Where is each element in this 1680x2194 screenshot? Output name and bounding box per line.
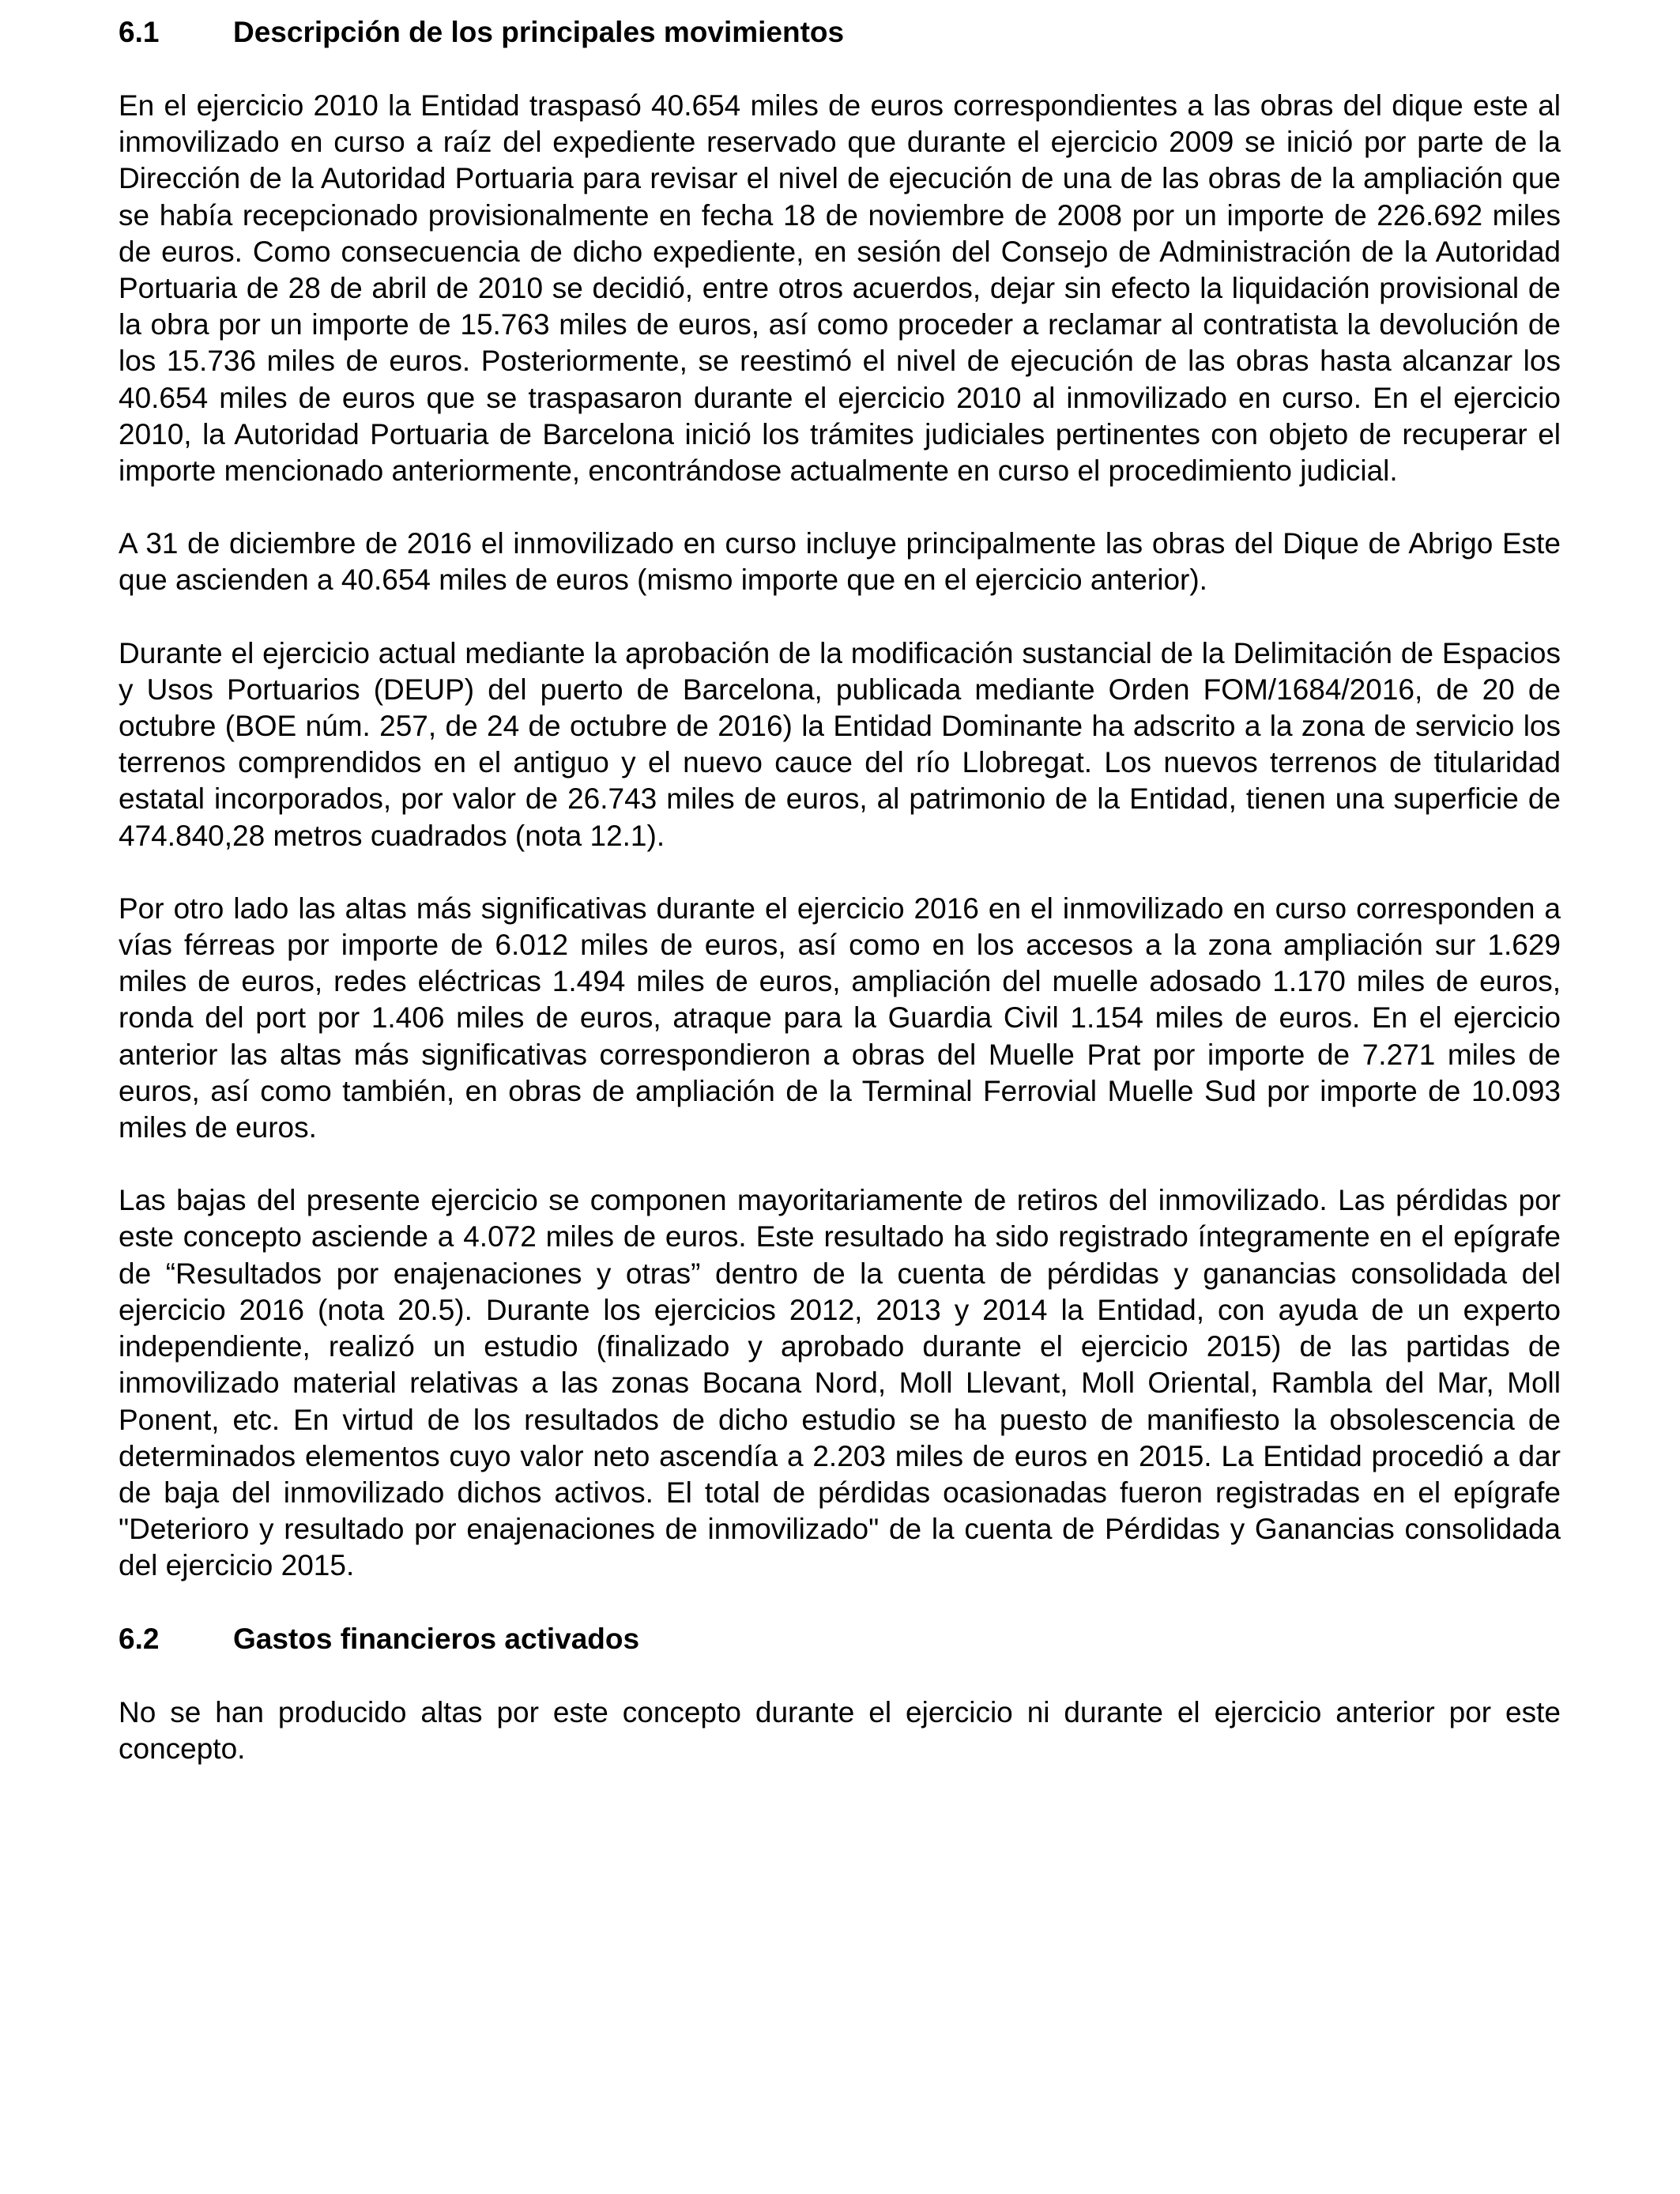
document-page [119,14,1561,1767]
paragraph-gastos-financieros: No se han producido altas por este concepto durante el ejercicio ni durante el ejercicio anterior por este concepto. [119,1695,1561,1765]
paragraph-deup: Durante el ejercicio actual mediante la aprobación de la modificación sustancial de la Delimitación de Espacios y Usos Portuarios (DEUP) del puerto de Barcelona, publicada mediante Orden FOM/1684/2016, de 20 de octubre (BOE núm. 257, de 24 de octubre de 2016) la Entidad Dominante ha adscrito a la zona de servicio los terrenos comprendidos en el antiguo y el nuevo cauce del río Llobregat. Los nuevos terrenos de titularidad estatal incorporados, por valor de 26.743 miles de euros, al patrimonio de la Entidad, tienen una superficie de 474.840,28 metros cuadrados (nota 12.1). [119,636,1561,852]
section-heading-6-1 [119,14,1561,51]
paragraph-bajas: Las bajas del presente ejercicio se componen mayoritariamente de retiros del inmovilizado. Las pérdidas por este concepto asciende a 4.072 miles de euros. Este resultado ha sido registrado íntegramente en el epígrafe de “Resultados por enajenaciones y otras” dentro de la cuenta de pérdidas y ganancias consolidada del ejercicio 2016 (nota 20.5). Durante los ejercicios 2012, 2013 y 2014 la Entidad, con ayuda de un experto independiente, realizó un estudio (finalizado y aprobado durante el ejercicio 2015) de las partidas de inmovilizado material relativas a las zonas Bocana Nord, Moll Llevant, Moll Oriental, Rambla del Mar, Moll Ponent, etc. En virtud de los resultados de dicho estudio se ha puesto de manifiesto la obsolescencia de determinados elementos cuyo valor neto ascendía a 2.203 miles de euros en 2015. La Entidad procedió a dar de baja del inmovilizado dichos activos. El total de pérdidas ocasionadas fueron registradas en el epígrafe "Deterioro y resultado por enajenaciones de inmovilizado" de la cuenta de Pérdidas y Ganancias consolidada del ejercicio 2015. [119,1184,1561,1582]
section-heading-6-2 [119,1621,1561,1657]
paragraph-altas: Por otro lado las altas más significativas durante el ejercicio 2016 en el inmovilizado en curso corresponden a vías férreas por importe de 6.012 miles de euros, así como en los accesos a la zona ampliación sur 1.629 miles de euros, redes eléctricas 1.494 miles de euros, ampliación del muelle adosado 1.170 miles de euros, ronda del port por 1.406 miles de euros, atraque para la Guardia Civil 1.154 miles de euros. En el ejercicio anterior las altas más significativas correspondieron a obras del Muelle Prat por importe de 7.271 miles de euros, así como también, en obras de ampliación de la Terminal Ferrovial Muelle Sud por importe de 10.093 miles de euros. [119,892,1561,1144]
section-title: Gastos financieros activados [233,1622,640,1655]
section-number: 6.1 [119,16,160,48]
paragraph-traspaso-dique: En el ejercicio 2010 la Entidad traspasó 40.654 miles de euros correspondientes a las obras del dique este al inmovilizado en curso a raíz del expediente reservado que durante el ejercicio 2009 se inició por parte de la Dirección de la Autoridad Portuaria para revisar el nivel de ejecución de una de las obras de la ampliación que se había recepcionado provisionalmente en fecha 18 de noviembre de 2008 por un importe de 226.692 miles de euros. Como consecuencia de dicho expediente, en sesión del Consejo de Administración de la Autoridad Portuaria de 28 de abril de 2010 se decidió, entre otros acuerdos, dejar sin efecto la liquidación provisional de la obra por un importe de 15.763 miles de euros, así como proceder a reclamar al contratista la devolución de los 15.736 miles de euros. Posteriormente, se reestimó el nivel de ejecución de las obras hasta alcanzar los 40.654 miles de euros que se traspasaron durante el ejercicio 2010 al inmovilizado en curso. En el ejercicio 2010, la Autoridad Portuaria de Barcelona inició los trámites judiciales pertinentes con objeto de recuperar el importe mencionado anteriormente, encontrándose actualmente en curso el procedimiento judicial. [119,89,1561,488]
paragraph-inmovilizado-curso: A 31 de diciembre de 2016 el inmovilizado en curso incluye principalmente las obras del Dique de Abrigo Este que ascienden a 40.654 miles de euros (mismo importe que en el ejercicio anterior). [119,527,1561,597]
section-title: Descripción de los principales movimientos [233,16,845,48]
section-number: 6.2 [119,1622,160,1655]
